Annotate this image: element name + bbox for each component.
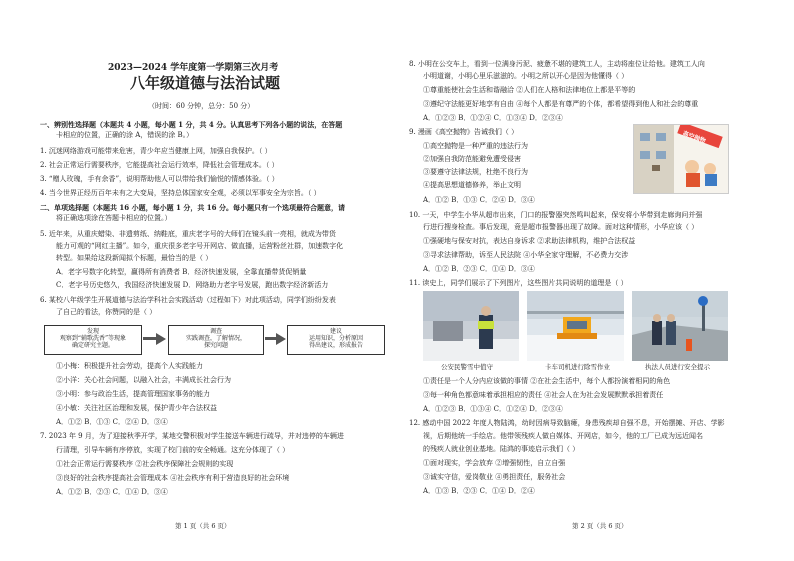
photo-police-snow <box>423 291 519 361</box>
photo-snow-truck <box>527 291 624 361</box>
question-6-option-2: ②小洋：关心社会问题，以融入社会，丰满成长社会行为 <box>56 376 231 384</box>
question-12-line3: 的残疾人就业创业基地。陆鸿的事迹启示我们（ ） <box>423 445 580 453</box>
question-11-answers: A．①②③ B．①③④ C．①②④ D．②③④ <box>423 405 563 413</box>
question-7-options-12: ①社会正常运行需要秩序 ②社会秩序保障社会规则的实现 <box>56 460 234 468</box>
question-10-answers: A．①② B．②③ C．①④ D．③④ <box>423 265 535 273</box>
question-10-options-34: ③寻求法律帮助，诉至人民法院 ④小华全家守理解，不必费力交涉 <box>423 251 629 259</box>
question-9-answers: A．①② B．①③ C．②④ D．③④ <box>423 196 535 204</box>
photo-law-enforcement-illustration <box>632 291 728 361</box>
section1-heading-cont: 卡相应的位置，正确的涂 A，错误的涂 B。） <box>56 131 194 139</box>
flow-box-suggest: 建议 运用知识，分析原因 得出建议，形成报告 <box>287 325 385 355</box>
question-5-line1: 5. 近年来，从重庆蜡染、非遗剪纸、纳鞋底，重庆老字号的大师们在镜头前一亮相，就成为带货 <box>40 230 336 238</box>
question-9-option-2: ②加强自我防范能避免遭受侵害 <box>423 155 521 163</box>
question-11: 11. 读史上，同学们展示了下列图片，这些图片共同说明的道理是（ ） <box>409 279 628 287</box>
question-8-options-34: ③遵纪守法能更好地享有自由 ④每个人都是有尊严的个体，都希望得到他人和社会的尊重 <box>423 100 699 108</box>
question-6-option-1: ①小梅：积极提升社会劳动，提高个人实践能力 <box>56 362 203 370</box>
question-7-answers: A．①② B．②③ C．①④ D．③④ <box>56 488 168 496</box>
question-5-line2: 能力可观的“网红主播”。如今，重庆很多老字号开网店、做直播，运营粉丝社群，加速数字化 <box>56 242 344 250</box>
question-11-options-12: ①责任是一个人分内应该做的事情 ②在社会生活中，每个人都扮演着相同的角色 <box>423 377 671 385</box>
question-12-answers: A．①③ B．②③ C．①④ D．②④ <box>423 487 535 495</box>
question-10-line2: 行进行搜身检查。事后发现，竟是超市报警器出现了故障。面对这种情形，小华应该（ ） <box>423 223 699 231</box>
cartoon-title: 高空抛物 <box>681 130 707 145</box>
question-5-line3: 转型。如果给这段新闻拟个标题，最恰当的是（ ） <box>56 254 213 262</box>
photo-law-enforcement <box>632 291 728 361</box>
question-9-option-3: ③要遵守法律法规，杜绝不良行为 <box>423 168 528 176</box>
section2-heading: 二、单项选择题（本题共 16 小题，每小题 1 分，共 16 分。每小题只有一个选项最符合题意，请 <box>40 203 345 212</box>
question-12-line2: 视，后期他统一手绘店。他带领残疾人做自媒体、开网店，如今，他的工厂已成为远近闻名 <box>423 432 703 440</box>
page-footer-left: 第 1 页（共 6 页） <box>175 522 231 530</box>
question-9-option-1: ①高空抛物是一种严重的违法行为 <box>423 142 528 150</box>
question-6-option-4: ④小敏：关注社区治理和发展，保护青少年合法权益 <box>56 404 217 412</box>
question-7-line1: 7. 2023 年 9 月，为了迎接秋季开学，某地交警积极对学生接送车辆进行疏导，并对违停的车辆进 <box>40 432 344 440</box>
flow-arrow-1 <box>143 337 157 340</box>
exam-title: 八年级道德与法治试题 <box>130 74 281 92</box>
flow-arrowhead-2 <box>276 333 286 345</box>
photo-caption-2: 卡车司机进行除雪作业 <box>545 363 610 371</box>
question-6-option-3: ③小明：参与政治生活，提高管理国家事务的能力 <box>56 390 210 398</box>
question-6-answers: A．①② B．①③ C．②④ D．③④ <box>56 418 168 426</box>
exam-header: 2023—2024 学年度第一学期第三次月考 <box>108 63 279 73</box>
question-1: 1. 沉迷网络游戏可能带来危害，青少年应当健康上网，加强自我保护。（ ） <box>40 147 272 155</box>
photo-caption-1: 公安民警雪中值守 <box>441 363 493 371</box>
flow-arrowhead-1 <box>156 333 166 345</box>
question-10-options-12: ①强硬地与保安对抗，表达自身诉求 ②求助法律机构，维护合法权益 <box>423 237 636 245</box>
question-4: 4. 当今世界正经历百年未有之大变局，坚持总体国家安全观，必须以军事安全为宗旨。（ ） <box>40 189 321 197</box>
question-8-line1: 8. 小明在公交车上，看到一位满身污泥、疲惫不堪的建筑工人，主动将座位让给他。建筑工人向 <box>409 60 705 68</box>
question-8-options-12: ①尊重能使社会生活和谐融洽 ②人们在人格和法律地位上都是平等的 <box>423 86 636 94</box>
photo-caption-3: 执法人员进行安全提示 <box>645 363 710 371</box>
question-12-options-34: ③诚实守信，爱岗敬业 ④勇担责任，服务社会 <box>423 473 566 481</box>
question-8-line2: 小明道谢，小明心里乐滋滋的。小明之所以开心是因为他懂得（ ） <box>423 72 629 80</box>
question-8-answers: A．①②③ B．①②④ C．①③④ D．②③④ <box>423 114 563 122</box>
question-6-line2: 了自己的看法，你赞同的是（ ） <box>56 308 157 316</box>
question-5-options-ab: A．老字号数字化转型，赢得所有消费者 B．经济快速发展，全靠直播带货促销量 <box>56 268 307 276</box>
exam-meta: （时间：60 分钟，总分：50 分） <box>148 102 255 110</box>
question-7-options-34: ③良好的社会秩序提高社会管理成本 ④社会秩序有利于营造良好的社会环境 <box>56 474 290 482</box>
question-7-line2: 行清理，引导车辆有序停放，实现了校门前的安全畅通。这充分体现了（ ） <box>56 446 290 454</box>
question-10-line1: 10. 一天，中学生小华从超市出来，门口的报警器突然鸣叫起来，保安将小华带到走廊询问并强 <box>409 211 703 219</box>
page-right <box>397 0 794 561</box>
cartoon-image <box>633 124 729 194</box>
question-12-options-12: ①面对现实，学会放弃 ②增强韧性，自立自强 <box>423 459 566 467</box>
question-9: 9. 漫画《高空抛物》告诫我们（ ） <box>409 128 519 136</box>
question-3: 3. “赠人玫瑰，手有余香”，说明帮助他人可以带给我们愉悦的情感体验。（ ） <box>40 175 279 183</box>
question-2: 2. 社会正常运行需要秩序，它能提高社会运行效率，降低社会管理成本。（ ） <box>40 161 279 169</box>
page-footer-right: 第 2 页（共 6 页） <box>572 522 628 530</box>
question-5-options-cd: C．老字号历史悠久，我国经济快速发展 D．网络助力老字号发展，跑出数字经济新活力 <box>56 281 329 289</box>
section1-heading: 一、辨别性选择题（本题共 4 小题，每小题 1 分，共 4 分。认真思考下列各小题的说法，在答题 <box>40 120 343 129</box>
question-11-options-34: ③每一种角色都意味着承担相应的责任 ④社会人在为社会发展默默承担着责任 <box>423 391 664 399</box>
question-12-line1: 12. 感动中国 2022 年度人物陆鸿，幼时因病导致脑瘫，身患残疾却自强不息，开始摆摊、开店、学影 <box>409 419 725 427</box>
photo-police-illustration <box>423 291 519 361</box>
section2-heading-cont: 将正确选项涂在答题卡相应的位置。） <box>56 214 172 222</box>
photo-snow-truck-illustration <box>527 291 624 361</box>
flow-box-survey: 调查 实践调查，了解情况， 探究问题 <box>168 325 264 355</box>
question-6-line1: 6. 某校八年级学生开展道德与法治学科社会实践活动（过程如下）对此项活动，同学们纷纷发表 <box>40 296 336 304</box>
question-9-option-4: ④提高思想道德修养，举止文明 <box>423 181 521 189</box>
flow-box-discover: 发现 观察到“辅歌洗香”等现象 确定研究主题。 <box>44 325 142 355</box>
